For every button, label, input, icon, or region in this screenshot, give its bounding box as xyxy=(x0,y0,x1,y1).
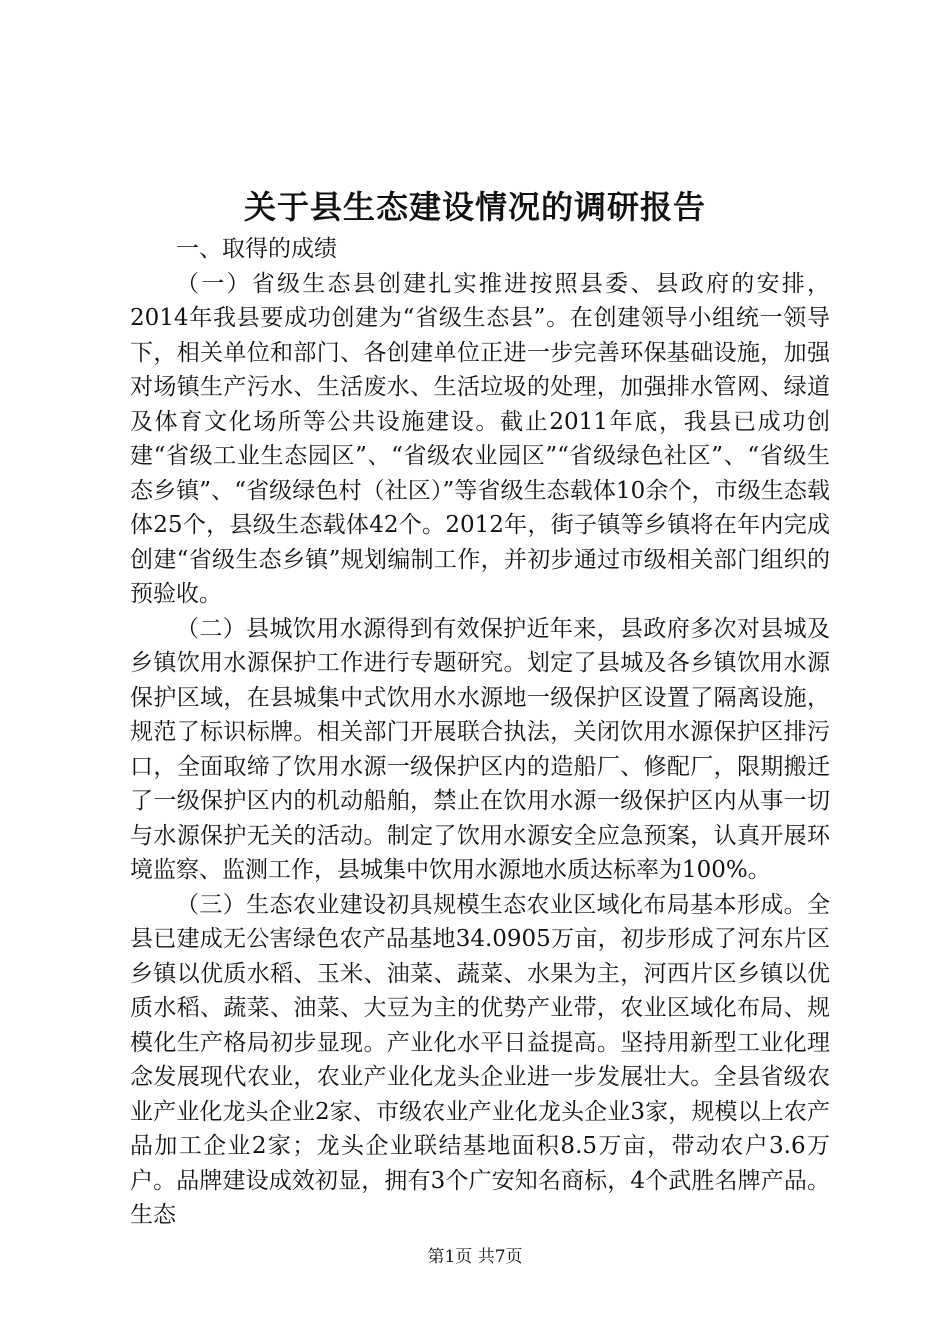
document-title: 关于县生态建设情况的调研报告 xyxy=(243,188,706,226)
document-body xyxy=(130,232,830,1233)
section-heading: 一、取得的成绩 xyxy=(176,236,337,262)
paragraph-1: （一）省级生态县创建扎实推进按照县委、县政府的安排，2014年我县要成功创建为“省级生态县”。在创建领导小组统一领导下，相关单位和部门、各创建单位正进一步完善环保基础设施，加强对场镇生产污水、生活废水、生活垃圾的处理，加强排水管网、绿道及体育文化场所等公共设施建设。截止2011年底，我县已成功创建“省级工业生态园区”、“省级农业园区”“省级绿色社区”、“省级生态乡镇”、“省级绿色村（社区）”等省级生态载体10余个，市级生态载体25个，县级生态载体42个。2012年，街子镇等乡镇将在年内完成创建“省级生态乡镇”规划编制工作，并初步通过市级相关部门组织的预验收。 xyxy=(130,270,830,607)
paragraph-3: （三）生态农业建设初具规模生态农业区域化布局基本形成。全县已建成无公害绿色农产品基地34.0905万亩，初步形成了河东片区乡镇以优质水稻、玉米、油菜、蔬菜、水果为主，河西片区乡镇以优质水稻、蔬菜、油菜、大豆为主的优势产业带，农业区域化布局、规模化生产格局初步显现。产业化水平日益提高。坚持用新型工业化理念发展现代农业，农业产业化龙头企业进一步发展壮大。全县省级农业产业化龙头企业2家、市级农业产业化龙头企业3家，规模以上农产品加工企业2家；龙头企业联结基地面积8.5万亩，带动农户3.6万户。品牌建设成效初显，拥有3个广安知名商标，4个武胜名牌产品。生态 xyxy=(130,891,830,1228)
page-number-footer: 第1页 共7页 xyxy=(427,1247,523,1267)
paragraph-2: （二）县城饮用水源得到有效保护近年来，县政府多次对县城及乡镇饮用水源保护工作进行专题研究。划定了县城及各乡镇饮用水源保护区域，在县城集中式饮用水水源地一级保护区设置了隔离设施，规范了标识标牌。相关部门开展联合执法，关闭饮用水源保护区排污口，全面取缔了饮用水源一级保护区内的造船厂、修配厂，限期搬迁了一级保护区内的机动船舶，禁止在饮用水源一级保护区内从事一切与水源保护无关的活动。制定了饮用水源安全应急预案，认真开展环境监察、监测工作，县城集中饮用水源地水质达标率为100%。 xyxy=(130,615,830,883)
